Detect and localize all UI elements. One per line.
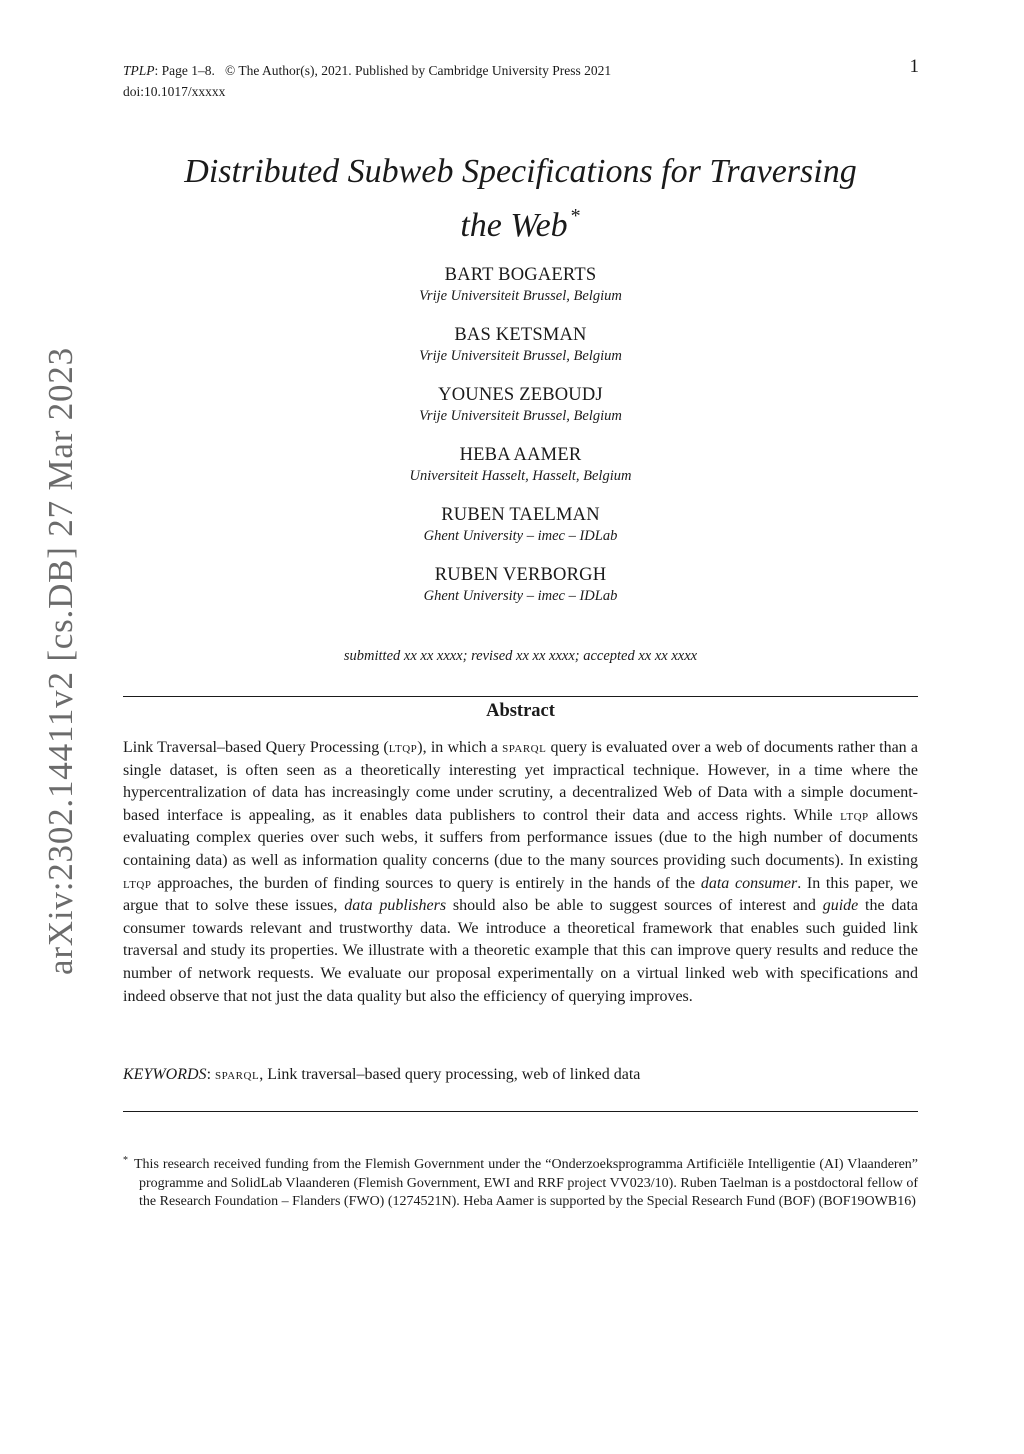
author-entry xyxy=(123,264,918,324)
abstract-text xyxy=(123,737,918,1008)
author-entry xyxy=(123,504,918,564)
funding-footnote xyxy=(123,1152,918,1212)
keywords-separator: : xyxy=(206,1066,216,1083)
abstract-segment: query is evaluated over a web of documents rather than a single dataset, is often seen as a theoretically interesting yet impractical technique. However, in a time where the hypercentralization of data has increasingly come under scrutiny, a decentralized Web of Data with a simple document-based interface is appealing, as it enables data publishers to control their data and access rights. While xyxy=(123,739,919,824)
author-affiliation: Universiteit Hasselt, Hasselt, Belgium xyxy=(409,468,632,484)
doi: doi:10.1017/xxxxx xyxy=(123,84,226,99)
copyright-notice: © The Author(s), 2021. Published by Cambridge University Press 2021 xyxy=(225,63,612,78)
author-name: BAS KETSMAN xyxy=(454,325,587,345)
abstract-heading: Abstract xyxy=(486,701,555,721)
footnote-mark: * xyxy=(123,1155,128,1166)
title-footnote-mark: * xyxy=(570,205,581,227)
ltqp-acronym: ltqp xyxy=(388,739,418,756)
submission-dates: submitted xx xx xxxx; revised xx xx xxxx; accepted xx xx xxxx xyxy=(343,648,698,664)
footnote-text: This research received funding from the Flemish Government under the “Onderzoeksprogramma Artificiële Intelligentie (AI) Vlaanderen” programme and SolidLab Vlaanderen (Flemish Government, EWI and RRF project VV023/10). Ruben Taelman is a postdoctoral fellow of the Research Foundation – Flanders (FWO) (1274521N). Heba Aamer is supported by the Special Research Fund (BOF) (BOF19OWB16) xyxy=(134,1157,918,1210)
abstract-top-rule xyxy=(123,696,918,697)
arxiv-identifier-stamp: arXiv:2302.14411v2 [cs.DB] 27 Mar 2023 xyxy=(41,347,80,975)
author-entry xyxy=(123,324,918,384)
author-name: RUBEN VERBORGH xyxy=(434,565,607,585)
author-name: RUBEN TAELMAN xyxy=(441,505,600,525)
abstract-segment: . In this paper, we argue that to solve these issues, xyxy=(123,874,918,915)
emphasis-guide: guide xyxy=(822,897,859,915)
author-entry xyxy=(123,444,918,504)
author-affiliation: Ghent University – imec – IDLab xyxy=(423,588,618,604)
author-name: YOUNES ZEBOUDJ xyxy=(438,385,603,405)
emphasis-data-publishers: data publishers xyxy=(344,897,447,915)
keyword-sparql: sparql xyxy=(215,1066,260,1083)
title-line-1: Distributed Subweb Specifications for Traversing xyxy=(184,153,857,190)
title-line-2: the Web xyxy=(460,207,568,244)
keywords-label: KEYWORDS xyxy=(123,1066,207,1083)
page-range: : Page 1–8. xyxy=(154,63,215,78)
page-number: 1 xyxy=(909,56,919,77)
ltqp-acronym: ltqp xyxy=(123,874,152,892)
running-head xyxy=(123,61,611,81)
author-list xyxy=(123,264,918,624)
author-affiliation: Vrije Universiteit Brussel, Belgium xyxy=(419,408,622,424)
author-name: BART BOGAERTS xyxy=(444,265,597,285)
abstract-segment: approaches, the burden of finding sources to query is entirely in the hands of the xyxy=(151,874,701,892)
abstract-bottom-rule xyxy=(123,1111,918,1112)
abstract-segment: should also be able to suggest sources of interest and xyxy=(446,897,823,915)
author-affiliation: Vrije Universiteit Brussel, Belgium xyxy=(419,288,622,304)
sparql-acronym: sparql xyxy=(502,739,547,756)
abstract-segment: ), in which a xyxy=(417,739,503,756)
keywords-rest: , Link traversal–based query processing, web of linked data xyxy=(259,1066,641,1083)
emphasis-data-consumer: data consumer xyxy=(700,874,798,892)
author-entry xyxy=(123,564,918,624)
abstract-segment: allows evaluating complex queries over such webs, it suffers from performance issues (due to the high number of documents containing data) as well as information quality concerns (due to the many sources providing such documents). In existing xyxy=(123,806,918,869)
keywords-line xyxy=(123,1066,918,1084)
abstract-segment: the data consumer towards relevant and trustworthy data. We introduce a theoretical framework that enables such guided link traversal and study its properties. We illustrate with a theoretic example that this can improve query results and reduce the number of network requests. We evaluate our proposal experimentally on a virtual linked web with specifications and indeed observe that not just the data quality but also the efficiency of querying improves. xyxy=(123,897,918,1005)
author-name: HEBA AAMER xyxy=(459,445,582,465)
abstract-segment: Link Traversal–based Query Processing ( xyxy=(123,739,389,756)
author-entry xyxy=(123,384,918,444)
author-affiliation: Ghent University – imec – IDLab xyxy=(423,528,618,544)
journal-name: TPLP xyxy=(123,63,155,78)
author-affiliation: Vrije Universiteit Brussel, Belgium xyxy=(419,348,622,364)
paper-title xyxy=(123,150,918,248)
ltqp-acronym: ltqp xyxy=(840,806,869,824)
